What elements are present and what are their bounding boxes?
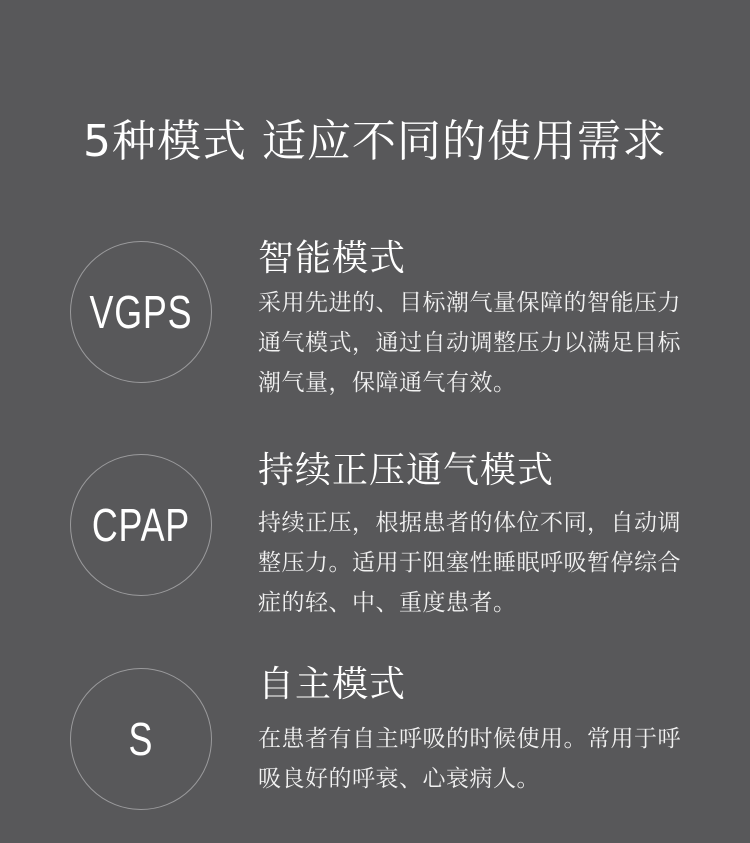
mode-badge-circle xyxy=(70,454,212,596)
page-title: 5种模式 适应不同的使用需求 xyxy=(83,116,667,167)
mode-name: 智能模式 xyxy=(258,238,407,279)
mode-name: 自主模式 xyxy=(258,664,407,705)
mode-name: 持续正压通气模式 xyxy=(258,450,555,491)
mode-code-label: VGPS xyxy=(89,286,193,338)
mode-badge-circle xyxy=(70,668,212,810)
mode-description: 持续正压，根据患者的体位不同，自动调整压力。适用于阻塞性睡眠呼吸暂停综合症的轻、中、重度患者。 xyxy=(258,510,681,616)
mode-code-label: S xyxy=(128,713,154,765)
mode-description: 在患者有自主呼吸的时候使用。常用于呼吸良好的呼衰、心衰病人。 xyxy=(258,726,681,792)
mode-description: 采用先进的、目标潮气量保障的智能压力通气模式，通过自动调整压力以满足目标潮气量，保障通气有效。 xyxy=(258,290,681,396)
mode-badge-circle xyxy=(70,241,212,383)
mode-code-label: CPAP xyxy=(91,499,191,551)
